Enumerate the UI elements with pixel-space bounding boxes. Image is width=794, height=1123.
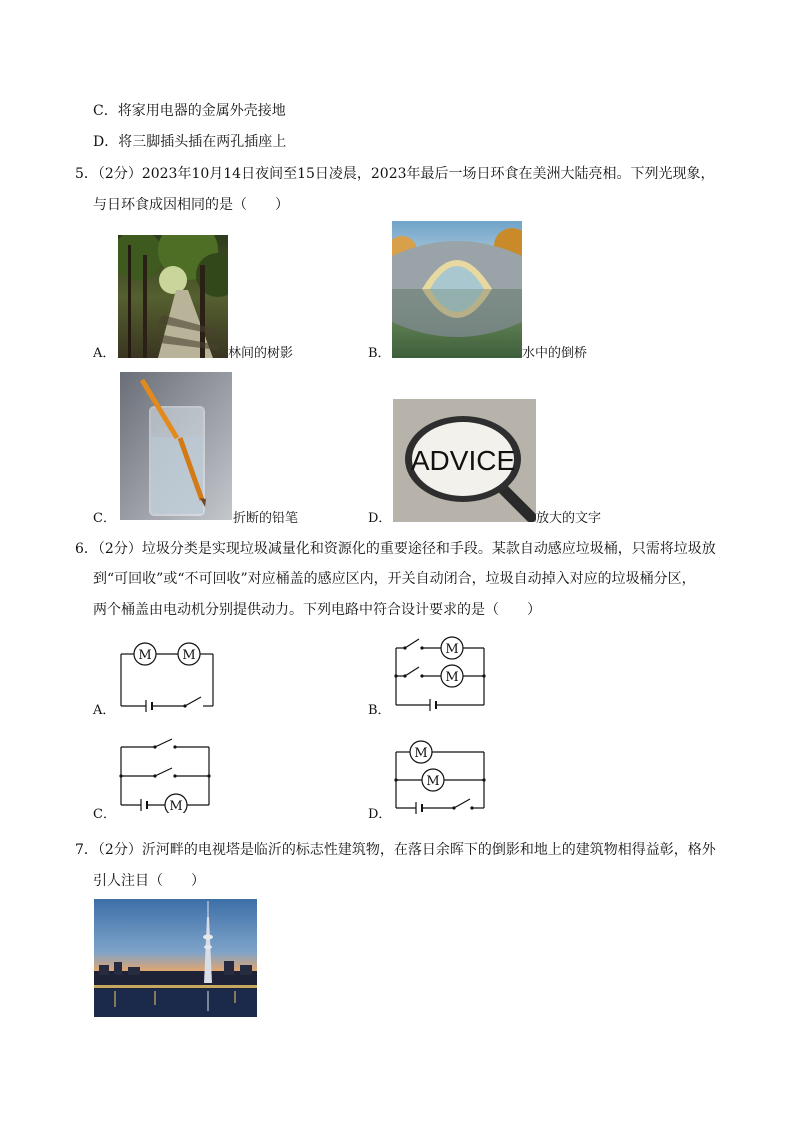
q5-option-b-letter: B． xyxy=(368,346,391,361)
motor-label: M xyxy=(414,746,428,761)
magnifier-image xyxy=(393,399,536,522)
bridge-reflection-image xyxy=(392,221,522,358)
q5-option-b-caption: 水中的倒桥 xyxy=(522,346,588,361)
circuit-c-diagram xyxy=(115,737,215,813)
magnifier-advice-text: ADVICE xyxy=(410,445,516,476)
q6-option-b-letter: B． xyxy=(368,703,391,718)
q5-stem-line1: 5．（2分）2023年10月14日夜间至15日凌晨，2023年最后一场日环食在美洲大陆亮相。下列光现象， xyxy=(75,166,715,182)
q5-option-d-letter: D． xyxy=(368,511,392,526)
q6-option-d-letter: D． xyxy=(368,807,392,822)
q5-option-a-letter: A． xyxy=(93,346,116,361)
motor-label: M xyxy=(182,648,196,663)
motor-label: M xyxy=(169,799,183,813)
motor-label: M xyxy=(445,670,459,685)
motor-label: M xyxy=(426,774,440,789)
motor-label: M xyxy=(138,648,152,663)
q4-option-c: C．将家用电器的金属外壳接地 xyxy=(93,103,286,119)
q5-option-c-caption: 折断的铅笔 xyxy=(233,511,299,526)
q5-option-d-caption: 放大的文字 xyxy=(536,511,602,526)
q4-option-d: D．将三脚插头插在两孔插座上 xyxy=(93,134,287,150)
q6-stem-line1: 6．（2分）垃圾分类是实现垃圾减量化和资源化的重要途径和手段。某款自动感应垃圾桶，只需将垃圾放 xyxy=(75,541,716,557)
circuit-a-diagram xyxy=(115,640,220,712)
circuit-b-diagram xyxy=(390,633,490,713)
pencil-glass-image xyxy=(120,372,232,520)
q6-stem-line2: 到“可回收”或“不可回收”对应桶盖的感应区内，开关自动闭合，垃圾自动掉入对应的垃圾桶分区， xyxy=(93,571,696,587)
q7-stem-line1: 7．（2分）沂河畔的电视塔是临沂的标志性建筑物，在落日余晖下的倒影和地上的建筑物相得益彰，格外 xyxy=(75,842,716,858)
q5-option-a-caption: 林间的树影 xyxy=(228,346,294,361)
q6-option-a-letter: A． xyxy=(93,703,116,718)
q5-option-c-letter: C． xyxy=(93,511,116,526)
circuit-d-diagram xyxy=(390,738,490,814)
motor-label: M xyxy=(445,642,459,657)
q5-stem-line2: 与日环食成因相同的是（ ） xyxy=(93,197,289,213)
tv-tower-image xyxy=(94,899,257,1017)
q7-stem-line2: 引人注目（ ） xyxy=(93,873,205,889)
q6-stem-line3: 两个桶盖由电动机分别提供动力。下列电路中符合设计要求的是（ ） xyxy=(93,602,541,618)
q6-option-c-letter: C． xyxy=(93,807,116,822)
forest-path-image xyxy=(118,235,228,358)
